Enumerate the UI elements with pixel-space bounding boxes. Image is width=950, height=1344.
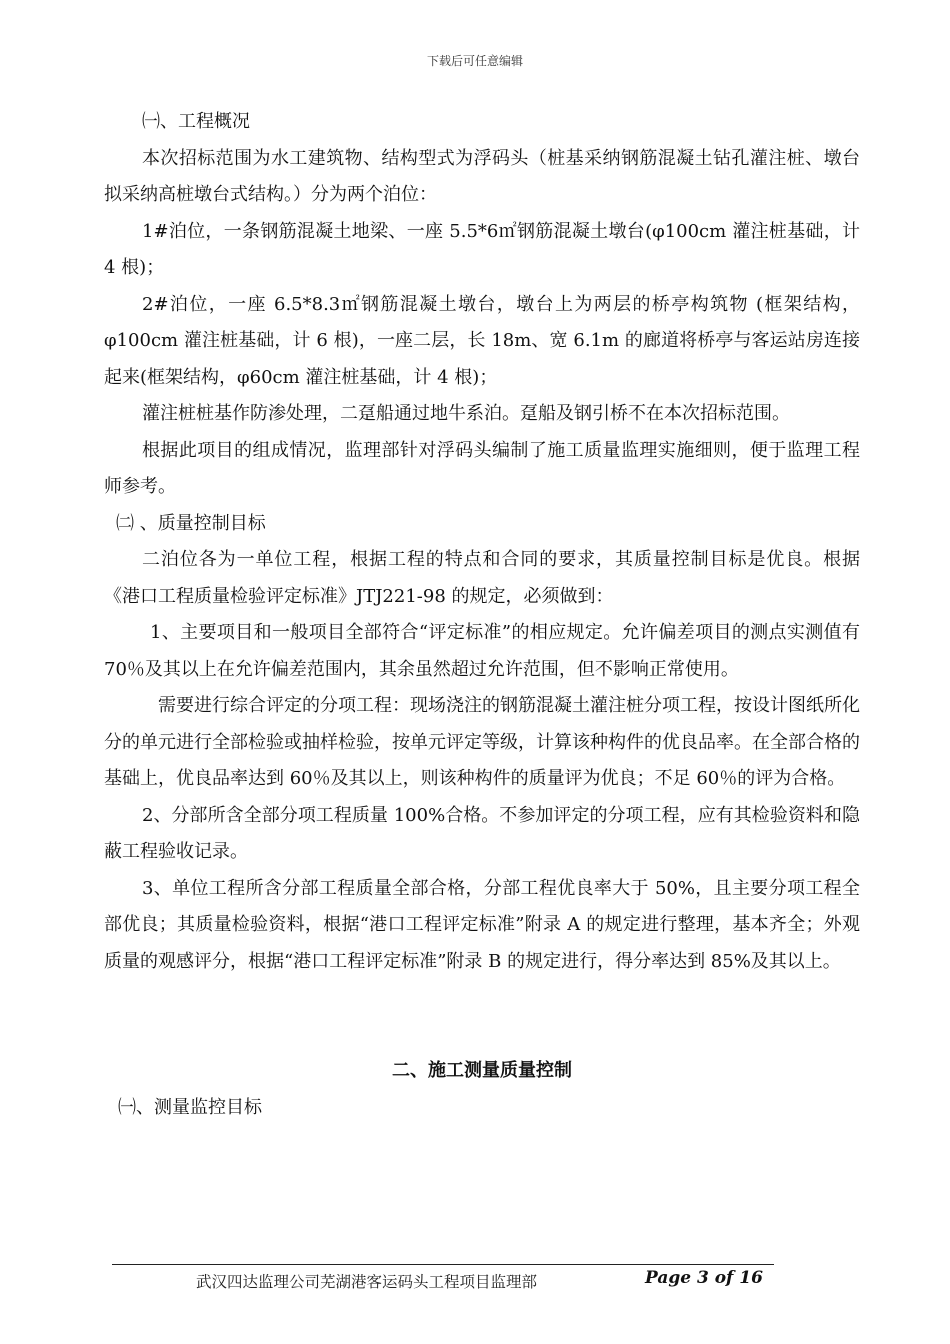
- footer-organization: 武汉四达监理公司芜湖港客运码头工程项目监理部: [196, 1273, 538, 1291]
- section-title: 二、施工测量质量控制: [392, 1060, 572, 1081]
- paragraph: 1#泊位，一条钢筋混凝土地梁、一座 5.5*6㎡钢筋混凝土墩台(φ100cm 灌注桩基础，计 4 根)；: [104, 220, 860, 278]
- subheading-survey-target: ㈠、测量监控目标: [118, 1096, 262, 1118]
- paragraph: 需要进行综合评定的分项工程：现场浇注的钢筋混凝土灌注桩分项工程，按设计图纸所化分的单元进行全部检验或抽样检验，按单元评定等级，计算该种构件的优良品率。在全部合格的基础上，优良品率达到 60％及其以上，则该种构件的质量评为优良；不足 60％的评为合格。: [104, 695, 860, 789]
- paragraph: 本次招标范围为水工建筑物、结构型式为浮码头（桩基采纳钢筋混凝土钻孔灌注桩、墩台拟采纳高桩墩台式结构。）分为两个泊位：: [104, 147, 860, 205]
- document-body: [104, 104, 860, 1126]
- paragraph: 3、单位工程所含分部工程质量全部合格，分部工程优良率大于 50%，且主要分项工程全部优良；其质量检验资料，根据“港口工程评定标准”附录 A 的规定进行整理，基本齐全；外观质量的观感评分，根据“港口工程评定标准”附录 B 的规定进行，得分率达到 85%及其以上。: [104, 877, 860, 972]
- paragraph: 灌注桩桩基作防渗处理，二趸船通过地牛系泊。趸船及钢引桥不在本次招标范围。: [142, 403, 790, 424]
- paragraph: 2、分部所含全部分项工程质量 100%合格。不参加评定的分项工程，应有其检验资料和隐蔽工程验收记录。: [104, 804, 860, 862]
- page-number: Page 3 of 16: [645, 1268, 763, 1288]
- paragraph: 1、主要项目和一般项目全部符合“评定标准”的相应规定。允许偏差项目的测点实测值有 70％及其以上在允许偏差范围内，其余虽然超过允许范围，但不影响正常使用。: [104, 622, 860, 680]
- paragraph: 根据此项目的组成情况，监理部针对浮码头编制了施工质量监理实施细则，便于监理工程师参考。: [104, 439, 860, 497]
- subheading-project-overview: ㈠、工程概况: [142, 111, 250, 132]
- footer-divider: [112, 1264, 774, 1265]
- header-note: 下载后可任意编辑: [426, 54, 523, 68]
- paragraph: 二泊位各为一单位工程，根据工程的特点和合同的要求，其质量控制目标是优良。根据《港口工程质量检验评定标准》JTJ221-98 的规定，必须做到：: [104, 549, 860, 607]
- paragraph: 2#泊位，一座 6.5*8.3㎡钢筋混凝土墩台，墩台上为两层的桥亭构筑物 (框架结构，φ100cm 灌注桩基础，计 6 根)，一座二层，长 18m、宽 6.1m 的廊道将桥亭与客运站房连接起来(框架结构，φ60cm 灌注桩基础，计 4 根)；: [104, 293, 860, 388]
- subheading-quality-target: ㈡ 、质量控制目标: [116, 512, 266, 534]
- blank-space: [104, 980, 860, 1053]
